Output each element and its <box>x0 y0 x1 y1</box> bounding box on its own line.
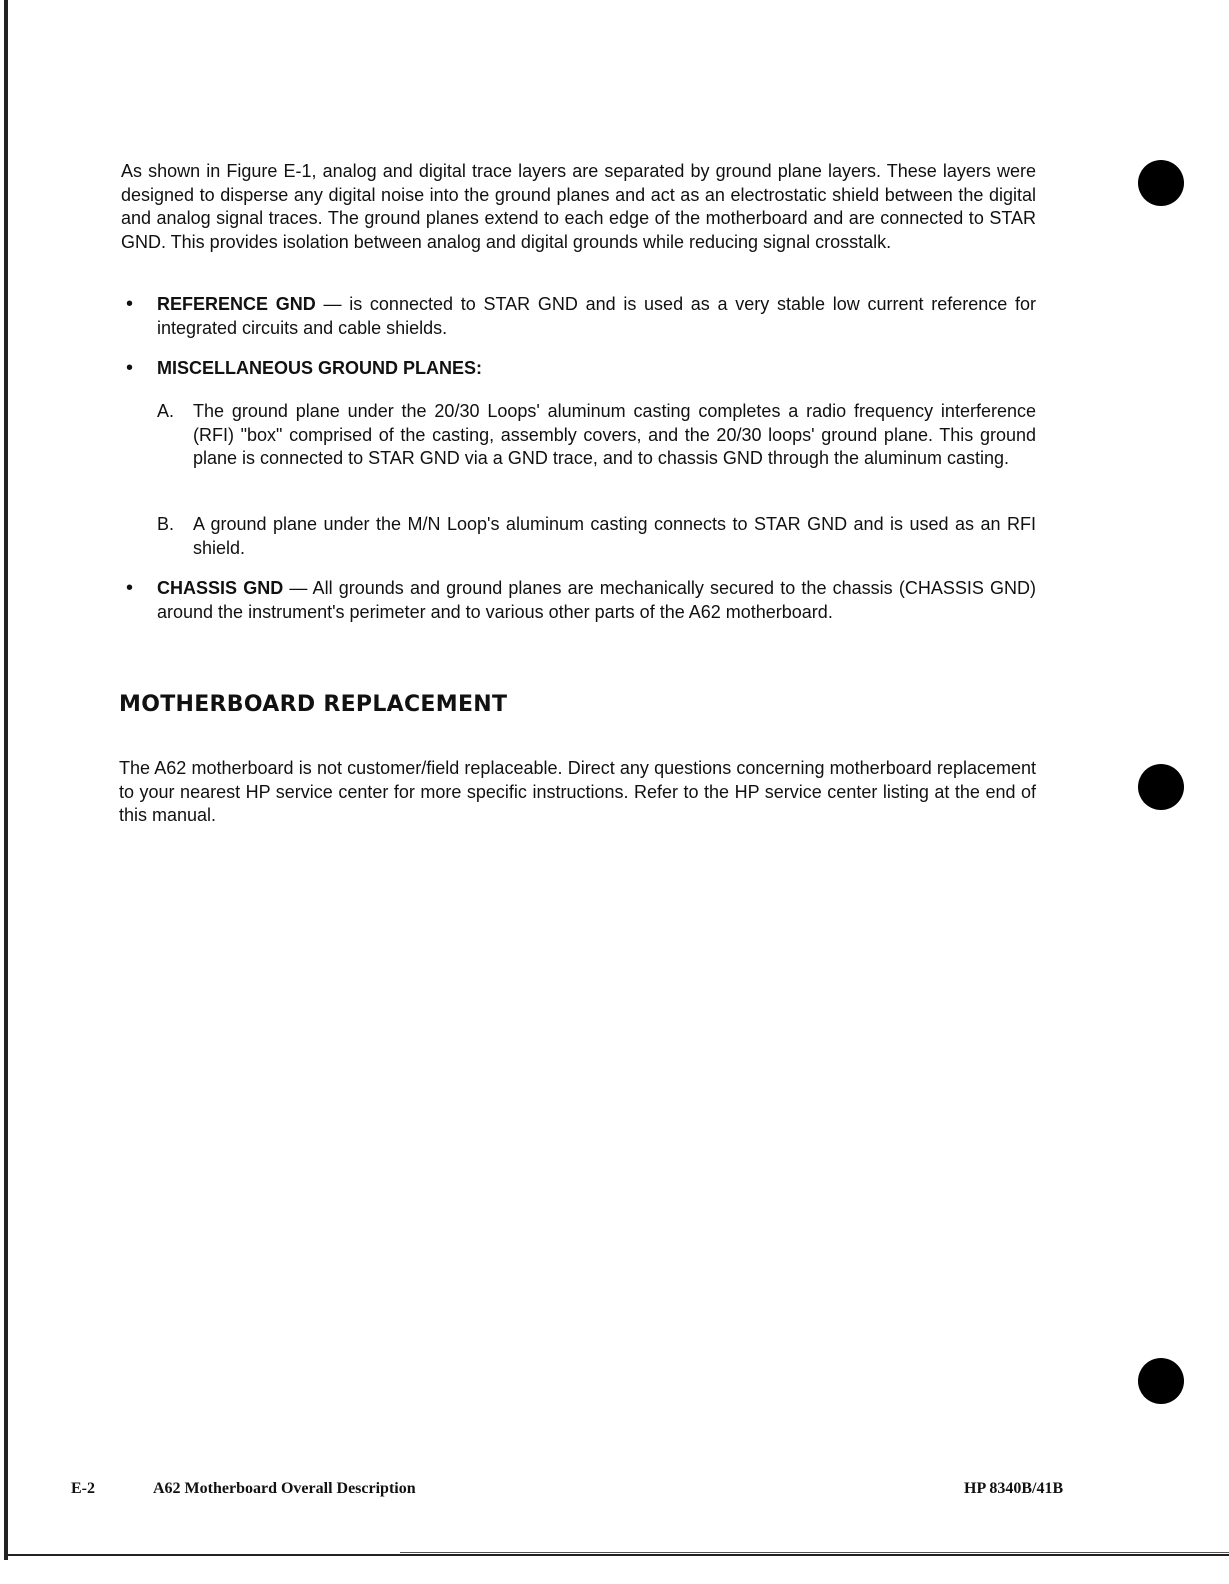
sub-item-text: A ground plane under the M/N Loop's aluminum casting connects to STAR GND and is used as an RFI shield. <box>193 514 1036 558</box>
bullet-term: MISCELLANEOUS GROUND PLANES: <box>157 358 483 378</box>
bullet-body <box>157 577 1036 624</box>
bullet-body <box>157 357 1036 381</box>
section-heading: MOTHERBOARD REPLACEMENT <box>119 692 508 717</box>
binder-hole-middle <box>1138 764 1184 810</box>
bullet-term: REFERENCE GND <box>157 294 316 314</box>
bottom-margin-rule-secondary <box>400 1552 1229 1553</box>
sub-item-text: The ground plane under the 20/30 Loops' aluminum casting completes a radio frequency interference (RFI) "box" comprised of the casting, assembly covers, and the 20/30 loops' ground plane. This ground plane is connected to STAR GND via a GND trace, and to chassis GND through the aluminum casting. <box>193 401 1036 468</box>
bullet-description: — All grounds and ground planes are mechanically secured to the chassis (CHASSIS GND) around the instrument's perimeter and to various other parts of the A62 motherboard. <box>157 578 1037 622</box>
replacement-paragraph: The A62 motherboard is not customer/field replaceable. Direct any questions concerning motherboard replacement to your nearest HP service center for more specific instructions. Refer to the HP service center listing at the end of this manual. <box>119 758 1036 825</box>
footer-page-number: E-2 <box>71 1480 95 1497</box>
bullet-marker: • <box>126 293 134 315</box>
intro-paragraph: As shown in Figure E-1, analog and digital trace layers are separated by ground plane layers. These layers were designed to disperse any digital noise into the ground planes and act as an electrostatic shield between the digital and analog signal traces. The ground planes extend to each edge of the motherboard and are connected to STAR GND. This provides isolation between analog and digital grounds while reducing signal crosstalk. <box>121 161 1036 252</box>
bullet-term: CHASSIS GND <box>157 578 284 598</box>
sub-item-marker: B. <box>157 514 175 534</box>
bullet-marker: • <box>126 357 134 379</box>
left-margin-rule <box>4 0 8 1560</box>
binder-hole-top <box>1138 160 1184 206</box>
sub-item-marker: A. <box>157 401 175 421</box>
binder-hole-bottom <box>1138 1358 1184 1404</box>
bullet-description: — is connected to STAR GND and is used as a very stable low current reference for integrated circuits and cable shields. <box>157 294 1037 338</box>
footer-title: A62 Motherboard Overall Description <box>153 1480 416 1497</box>
bullet-body <box>157 293 1036 340</box>
bottom-margin-rule <box>8 1554 1229 1556</box>
footer-model: HP 8340B/41B <box>964 1480 1064 1497</box>
bullet-marker: • <box>126 577 134 599</box>
